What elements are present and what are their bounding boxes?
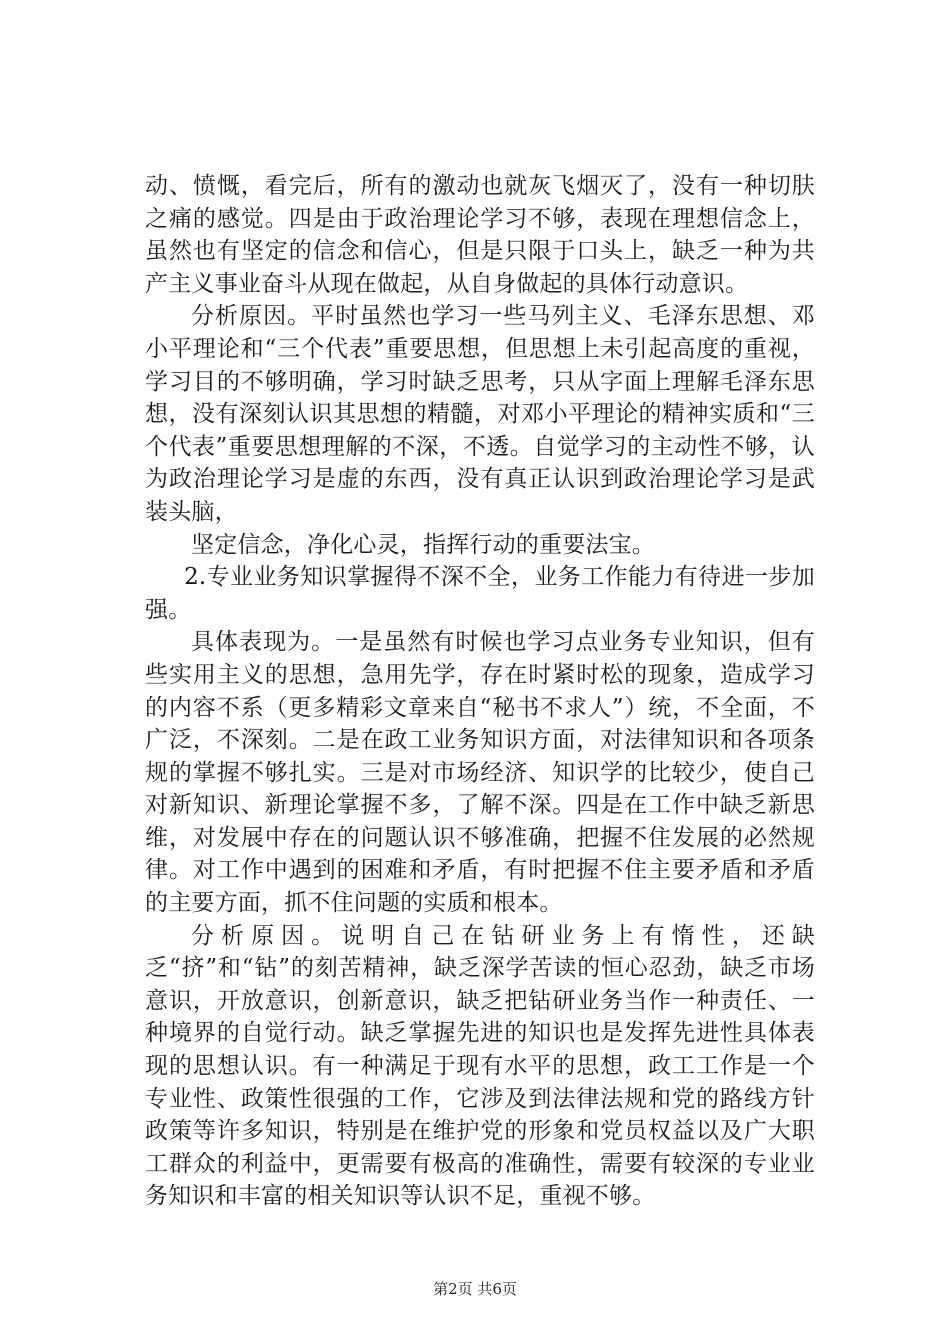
paragraph-cause-analysis-2: 分析原因。说明自己在钻研业务上有惰性，还缺乏“挤”和“钻”的刻苦精神，缺乏深学苦读的恒心忍劲，缺乏市场意识，开放意识，创新意识，缺乏把钻研业务当作一种责任、一种境界的自觉行动。缺乏掌握先进的知识也是发挥先进性具体表现的思想认识。有一种满足于现有水平的思想，政工工作是一个专业性、政策性很强的工作，它涉及到法律法规和党的路线方针政策等许多知识，特别是在维护党的形象和党员权益以及广大职工群众的利益中，更需要有极高的准确性，需要有较深的专业业务知识和丰富的相关知识等认识不足，重视不够。	[145, 922, 815, 1210]
paragraph-continuation: 动、愤慨，看完后，所有的激动也就灰飞烟灭了，没有一种切肤之痛的感觉。四是由于政治理论学习不够，表现在理想信念上，虽然也有坚定的信念和信心，但是只限于口头上，缺乏一种为共产主义事业奋斗从现在做起，从自身做起的具体行动意识。	[145, 173, 815, 297]
paragraph-specific-manifestation: 具体表现为。一是虽然有时候也学习点业务专业知识，但有些实用主义的思想，急用先学，存在时紧时松的现象，造成学习的内容不系（更多精彩文章来自“秘书不求人”）统，不全面，不广泛，不深刻。二是在政工业务知识方面，对法律知识和各项条规的掌握不够扎实。三是对市场经济、知识学的比较少，使自己对新知识、新理论掌握不多，了解不深。四是在工作中缺乏新思维，对发展中存在的问题认识不够准确，把握不住发展的必然规律。对工作中遇到的困难和矛盾，有时把握不住主要矛盾和矛盾的主要方面，抓不住问题的实质和根本。	[145, 629, 815, 917]
paragraph-cause-analysis-1: 分析原因。平时虽然也学习一些马列主义、毛泽东思想、邓小平理论和“三个代表”重要思想，但思想上未引起高度的重视，学习目的不够明确，学习时缺乏思考，只从字面上理解毛泽东思想，没有深刻认识其思想的精髓，对邓小平理论的精神实质和“三个代表”重要思想理解的不深，不透。自觉学习的主动性不够，认为政治理论学习是虚的东西，没有真正认识到政治理论学习是武装头脑，	[145, 303, 815, 525]
page-footer: 第2页 共6页	[433, 1280, 517, 1298]
document-body	[145, 170, 815, 1213]
paragraph-cause-analysis-1-end: 坚定信念，净化心灵，指挥行动的重要法宝。	[191, 531, 655, 558]
section-heading-2: 2.专业业务知识掌握得不深不全，业务工作能力有待进一步加强。	[145, 564, 815, 623]
